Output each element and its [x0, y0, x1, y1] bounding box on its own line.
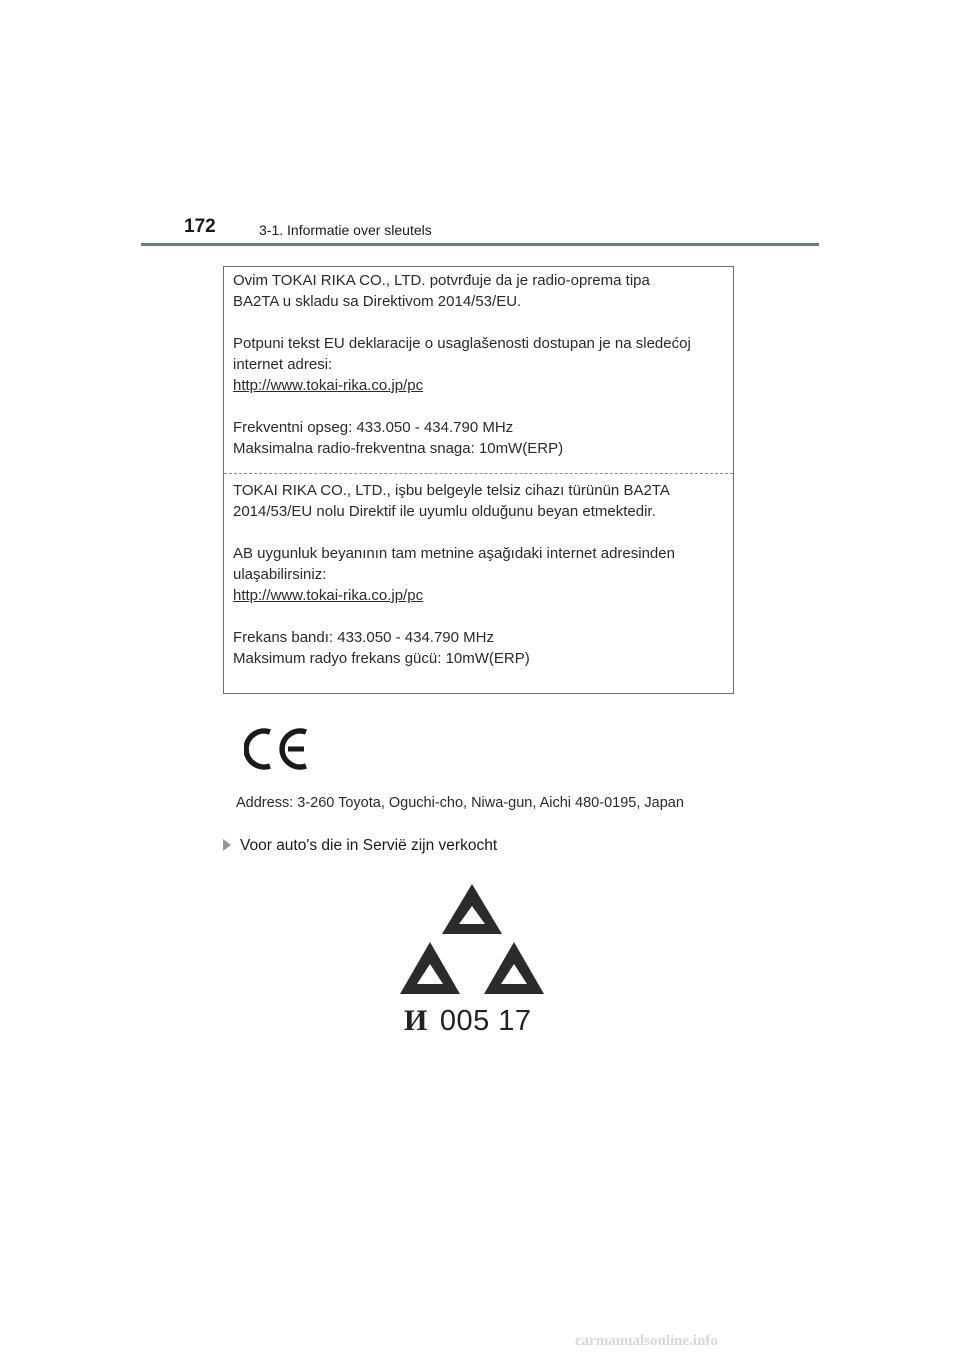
declaration-line: 2014/53/EU nolu Direktif ile uyumlu olduğunu beyan etmektedir.: [233, 503, 656, 520]
approval-number: 005 17: [439, 1005, 532, 1037]
header-rule: [141, 243, 819, 246]
frequency-range: Frekans bandı: 433.050 - 434.790 MHz: [233, 629, 494, 646]
declaration-turkish: [233, 480, 728, 669]
manufacturer-address: Address: 3-260 Toyota, Oguchi-cho, Niwa-gun, Aichi 480-0195, Japan: [236, 795, 684, 811]
section-title: 3-1. Informatie over sleutels: [259, 222, 432, 238]
max-power: Maksimum radyo frekans gücü: 10mW(ERP): [233, 650, 530, 667]
approval-code: [404, 1004, 532, 1038]
box-divider: [224, 473, 733, 474]
declaration-line: internet adresi:: [233, 356, 333, 373]
declaration-line: Potpuni tekst EU deklaracije o usaglašenosti dostupan je na sledećoj: [233, 335, 691, 352]
serbia-section-heading-row: [223, 837, 497, 855]
serbia-approval-triangles-icon: [396, 882, 548, 1000]
page-number: 172: [184, 216, 216, 237]
declaration-box: [223, 266, 734, 694]
declaration-line: TOKAI RIKA CO., LTD., işbu belgeyle telsiz cihazı türünün BA2TA: [233, 482, 670, 499]
frequency-range: Frekventni opseg: 433.050 - 434.790 MHz: [233, 419, 514, 436]
declaration-line: BA2TA u skladu sa Direktivom 2014/53/EU.: [233, 293, 522, 310]
declaration-link[interactable]: http://www.tokai-rika.co.jp/pc: [233, 377, 424, 394]
declaration-line: ulaşabilirsiniz:: [233, 566, 327, 583]
bullet-arrow-icon: [223, 839, 231, 851]
max-power: Maksimalna radio-frekventna snaga: 10mW(ERP): [233, 440, 564, 457]
serbia-section-heading: Voor auto's die in Servië zijn verkocht: [240, 837, 498, 854]
approval-letter: И: [404, 1004, 428, 1037]
declaration-line: AB uygunluk beyanının tam metnine aşağıdaki internet adresinden: [233, 545, 675, 562]
ce-mark-icon: [244, 726, 312, 772]
footer-watermark: carmanualsonline.info: [575, 1333, 718, 1349]
declaration-link[interactable]: http://www.tokai-rika.co.jp/pc: [233, 587, 424, 604]
declaration-line: Ovim TOKAI RIKA CO., LTD. potvrđuje da je radio-oprema tipa: [233, 272, 650, 289]
declaration-serbian: [233, 270, 728, 459]
